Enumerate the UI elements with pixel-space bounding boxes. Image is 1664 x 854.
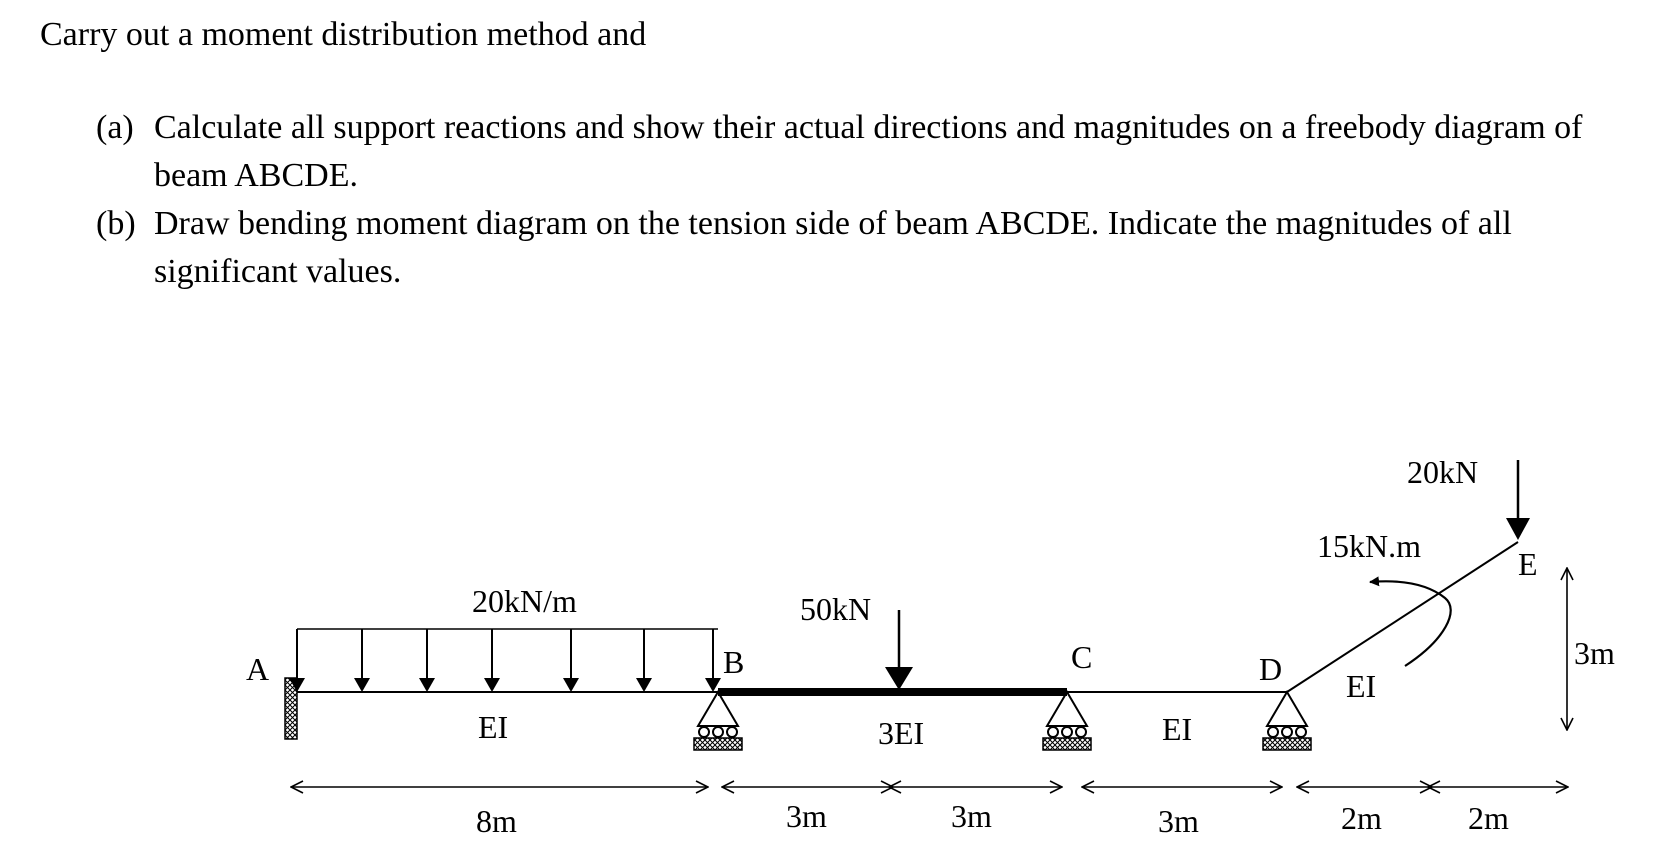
dimension-label-b-load: 3m xyxy=(786,798,827,834)
item-label-a: (a) xyxy=(96,109,134,146)
problem-intro: Carry out a moment distribution method and xyxy=(40,16,647,53)
dimension-label-cd: 3m xyxy=(1158,803,1199,839)
point-label-b: B xyxy=(723,644,745,680)
stiffness-label-cd: EI xyxy=(1162,711,1193,747)
dimension-label-ab: 8m xyxy=(476,803,517,839)
item-label-b: (b) xyxy=(96,205,136,242)
udl-load xyxy=(289,629,721,692)
height-label: 3m xyxy=(1574,635,1615,671)
stiffness-label-ab: EI xyxy=(478,709,509,745)
item-text-b: Draw bending moment diagram on the tension side of beam ABCDE. Indicate the magnitudes of all significant values. xyxy=(154,205,1512,290)
point-load-20kn-label: 20kN xyxy=(1407,454,1479,490)
point-load-50kn xyxy=(885,610,913,690)
point-label-c: C xyxy=(1071,639,1093,675)
moment-label: 15kN.m xyxy=(1317,528,1421,564)
item-text-a: Calculate all support reactions and show their actual directions and magnitudes on a freebody diagram of beam ABCDE. xyxy=(154,109,1583,194)
moment-arrow xyxy=(1370,581,1451,666)
point-load-50kn-label: 50kN xyxy=(800,591,872,627)
point-label-a: A xyxy=(246,651,270,687)
stiffness-label-de: EI xyxy=(1346,668,1377,704)
point-label-e: E xyxy=(1518,546,1538,582)
roller-support-c xyxy=(1043,692,1091,750)
point-label-d: D xyxy=(1259,651,1283,687)
stiffness-label-bc: 3EI xyxy=(878,715,925,751)
point-load-20kn xyxy=(1506,460,1530,540)
udl-label: 20kN/m xyxy=(472,583,577,619)
roller-support-d xyxy=(1263,692,1311,750)
dimension-label-de-2: 2m xyxy=(1468,800,1509,836)
dimension-label-load-c: 3m xyxy=(951,798,992,834)
roller-support-b xyxy=(694,692,742,750)
dimension-label-de-1: 2m xyxy=(1341,800,1382,836)
beam-segment-de xyxy=(1287,542,1518,692)
